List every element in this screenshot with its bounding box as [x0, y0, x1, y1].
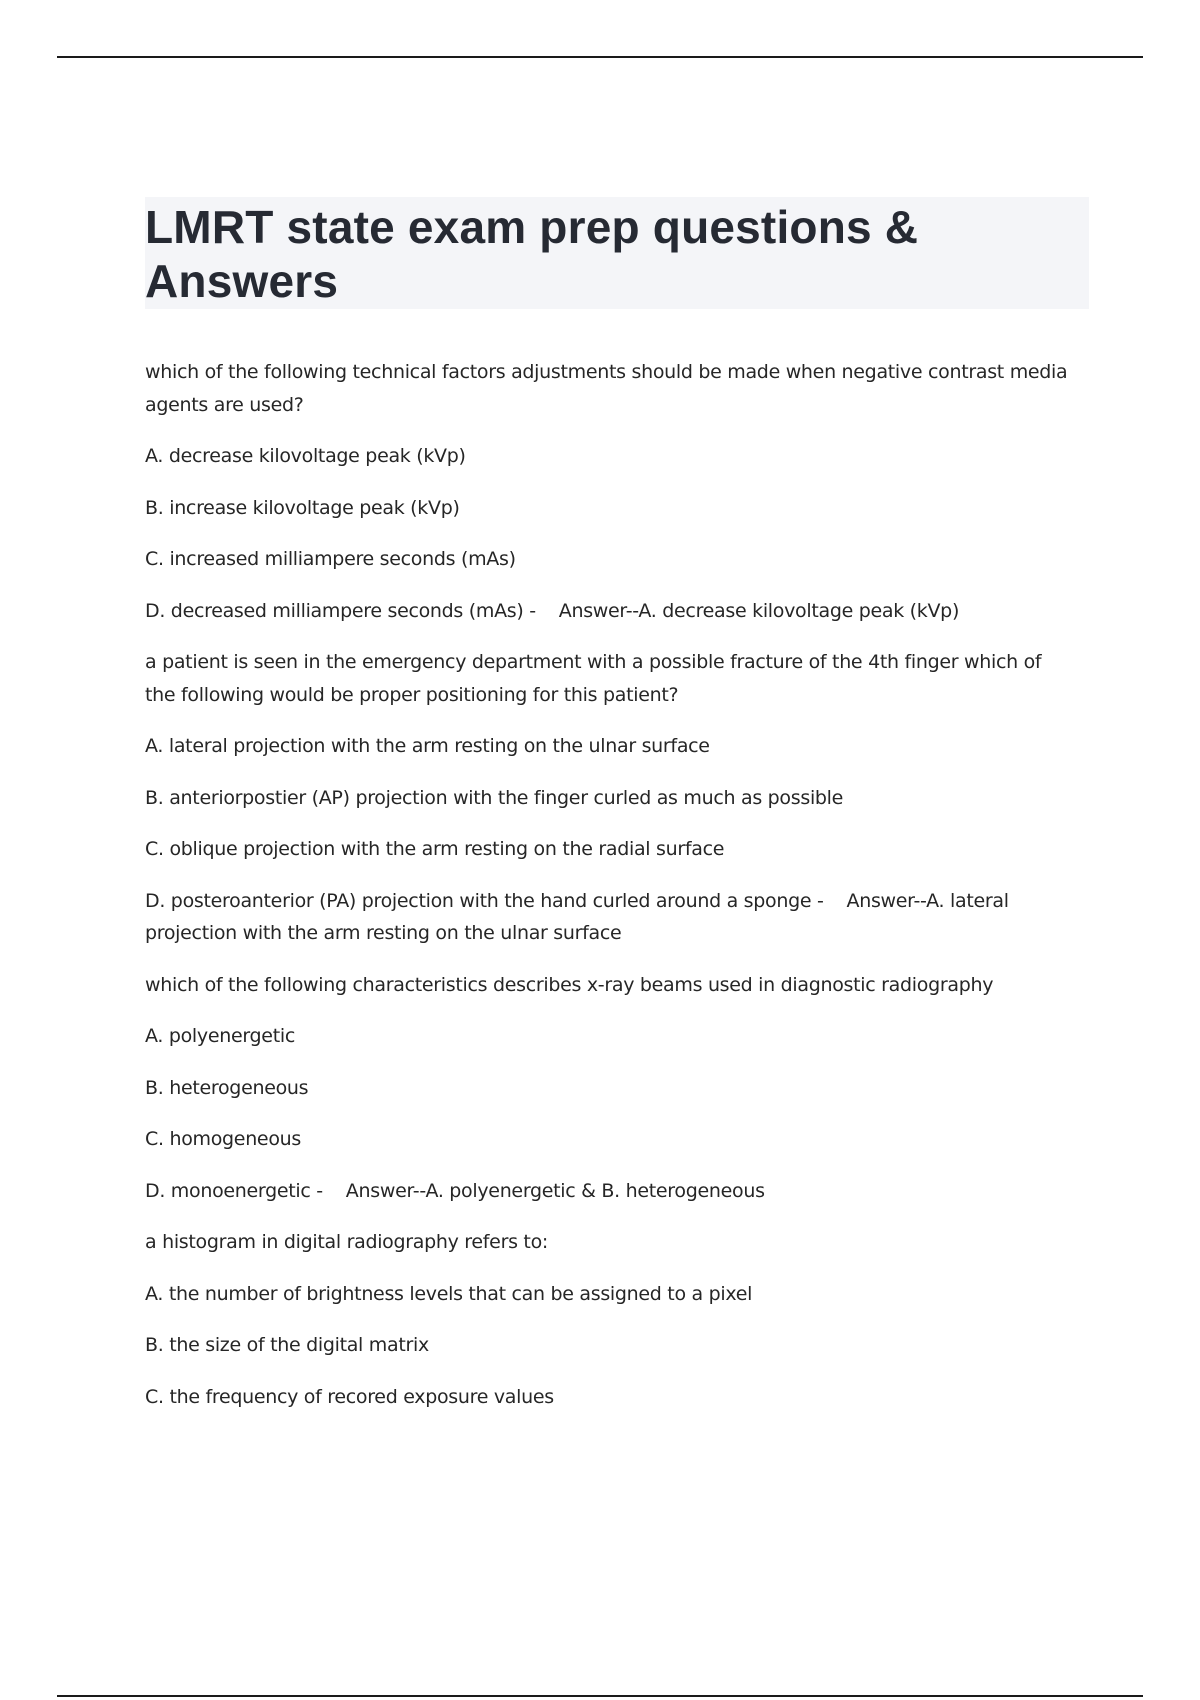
option: B. increase kilovoltage peak (kVp): [145, 496, 460, 519]
option: C. increased milliampere seconds (mAs): [145, 548, 516, 570]
option-with-answer: [145, 1175, 1075, 1208]
option: B. heterogeneous: [145, 1076, 309, 1099]
option-with-answer: [145, 885, 1075, 950]
question-stem: a histogram in digital radiography refers to:: [145, 1231, 548, 1253]
answer: Answer--A. polyenergetic & B. heterogeneous: [345, 1179, 765, 1202]
option: D. decreased milliampere seconds (mAs) -: [145, 599, 536, 622]
footer-rule: [57, 1695, 1143, 1697]
document-title: LMRT state exam prep questions & Answers: [145, 201, 919, 307]
option: A. decrease kilovoltage peak (kVp): [145, 445, 466, 467]
question-stem: which of the following technical factors adjustments should be made when negative contrast media agents are used?: [145, 361, 1068, 416]
option: C. oblique projection with the arm resting on the radial surface: [145, 838, 725, 860]
question-stem: which of the following characteristics describes x-ray beams used in diagnostic radiography: [145, 973, 994, 996]
title-banner: [145, 197, 1089, 309]
option: D. posteroanterior (PA) projection with the hand curled around a sponge -: [145, 889, 824, 912]
option-with-answer: [145, 595, 1075, 628]
answer: Answer--A. decrease kilovoltage peak (kVp): [558, 599, 960, 622]
answer: Answer--A. lateral projection with the arm resting on the ulnar surface: [145, 889, 1009, 944]
option: C. homogeneous: [145, 1128, 301, 1150]
option: B. anteriorpostier (AP) projection with the finger curled as much as possible: [145, 786, 844, 809]
question-stem: a patient is seen in the emergency department with a possible fracture of the 4th finger which of the following would be proper positioning for this patient?: [145, 651, 1042, 706]
option: B. the size of the digital matrix: [145, 1334, 429, 1356]
option: A. lateral projection with the arm resting on the ulnar surface: [145, 735, 710, 757]
questions-body: [145, 356, 1075, 1432]
option: D. monoenergetic -: [145, 1179, 323, 1202]
header-rule: [57, 56, 1143, 58]
option: C. the frequency of recored exposure values: [145, 1385, 554, 1408]
option: A. the number of brightness levels that can be assigned to a pixel: [145, 1282, 753, 1305]
option: A. polyenergetic: [145, 1025, 295, 1047]
